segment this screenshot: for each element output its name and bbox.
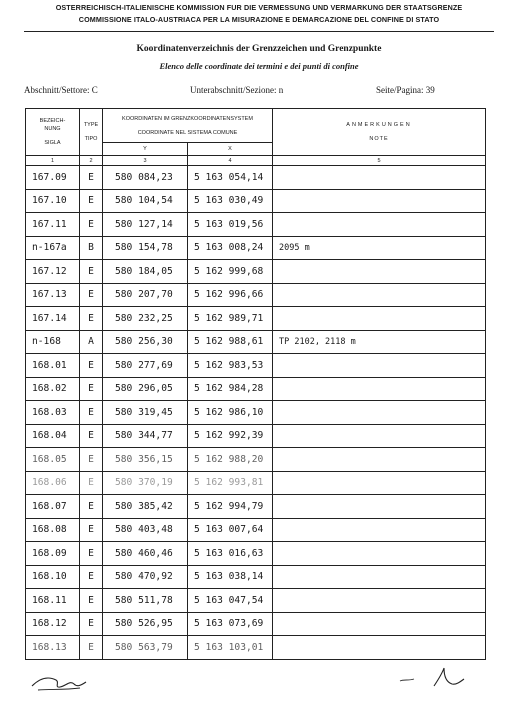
row-note (273, 401, 486, 425)
row-type: E (80, 354, 103, 378)
row-id: 168.06 (26, 471, 80, 495)
subsection-label: Unterabschnitt/Sezione: n (190, 85, 284, 95)
row-type: E (80, 189, 103, 213)
row-type: E (80, 424, 103, 448)
row-note (273, 471, 486, 495)
row-note (273, 589, 486, 613)
col-number: 5 (273, 156, 486, 166)
row-type: E (80, 518, 103, 542)
row-note (273, 213, 486, 237)
col-header-x: X (188, 143, 273, 156)
table-row (26, 448, 486, 472)
row-x: 5 162 988,61 (188, 330, 273, 354)
row-type: E (80, 495, 103, 519)
col-header-notes: ANMERKUNGEN NOTE (273, 109, 486, 156)
row-y: 580 470,92 (103, 565, 188, 589)
table-row (26, 471, 486, 495)
row-id: 168.04 (26, 424, 80, 448)
row-x: 5 162 993,81 (188, 471, 273, 495)
signature-mark (398, 675, 418, 685)
table-row (26, 330, 486, 354)
col-header-type: TYPE TIPO (80, 109, 103, 156)
row-y: 580 104,54 (103, 189, 188, 213)
table-row (26, 565, 486, 589)
row-type: E (80, 589, 103, 613)
row-y: 580 356,15 (103, 448, 188, 472)
row-id: 167.11 (26, 213, 80, 237)
row-type: E (80, 565, 103, 589)
row-note (273, 542, 486, 566)
row-id: 168.03 (26, 401, 80, 425)
row-y: 580 563,79 (103, 636, 188, 660)
row-note (273, 612, 486, 636)
row-note (273, 518, 486, 542)
table-row (26, 189, 486, 213)
row-x: 5 162 983,53 (188, 354, 273, 378)
row-y: 580 154,78 (103, 236, 188, 260)
row-x: 5 163 054,14 (188, 166, 273, 190)
row-id: 168.08 (26, 518, 80, 542)
row-x: 5 162 989,71 (188, 307, 273, 331)
row-type: E (80, 260, 103, 284)
row-y: 580 385,42 (103, 495, 188, 519)
col-header-y: Y (103, 143, 188, 156)
row-y: 580 256,30 (103, 330, 188, 354)
row-x: 5 162 986,10 (188, 401, 273, 425)
document-title-de: Koordinatenverzeichnis der Grenzzeichen und Grenzpunkte (136, 44, 382, 54)
row-y: 580 403,48 (103, 518, 188, 542)
row-type: E (80, 166, 103, 190)
row-x: 5 162 994,79 (188, 495, 273, 519)
row-y: 580 370,19 (103, 471, 188, 495)
row-note: TP 2102, 2118 m (273, 330, 486, 354)
row-type: E (80, 401, 103, 425)
row-x: 5 163 038,14 (188, 565, 273, 589)
row-y: 580 460,46 (103, 542, 188, 566)
row-note (273, 189, 486, 213)
page-number: Seite/Pagina: 39 (376, 85, 435, 95)
row-id: 168.07 (26, 495, 80, 519)
row-type: E (80, 307, 103, 331)
row-note (273, 495, 486, 519)
document-title-it: Elenco delle coordinate dei termini e dei punti di confine (159, 61, 359, 71)
row-note (273, 377, 486, 401)
row-type: E (80, 636, 103, 660)
table-row (26, 612, 486, 636)
row-y: 580 526,95 (103, 612, 188, 636)
row-id: 167.14 (26, 307, 80, 331)
signature-left (30, 672, 90, 694)
table-row (26, 283, 486, 307)
table-row (26, 213, 486, 237)
row-x: 5 163 007,64 (188, 518, 273, 542)
row-x: 5 162 996,66 (188, 283, 273, 307)
row-type: B (80, 236, 103, 260)
table-row (26, 424, 486, 448)
col-header-sigla: BEZEICH- NUNG SIGLA (26, 109, 80, 156)
commission-title-de: OSTERREICHISCH-ITALIENISCHE KOMMISSION FUR DIE VERMESSUNG UND VERMARKUNG DER STAATSGRENZE (55, 3, 463, 12)
row-y: 580 232,25 (103, 307, 188, 331)
row-note (273, 166, 486, 190)
table-row (26, 589, 486, 613)
row-id: 167.13 (26, 283, 80, 307)
row-x: 5 163 019,56 (188, 213, 273, 237)
row-y: 580 184,05 (103, 260, 188, 284)
row-x: 5 163 073,69 (188, 612, 273, 636)
row-x: 5 162 984,28 (188, 377, 273, 401)
row-x: 5 163 016,63 (188, 542, 273, 566)
table-row (26, 636, 486, 660)
row-id: 168.02 (26, 377, 80, 401)
row-y: 580 207,70 (103, 283, 188, 307)
row-y: 580 296,05 (103, 377, 188, 401)
table-row (26, 518, 486, 542)
row-type: E (80, 471, 103, 495)
row-id: n-168 (26, 330, 80, 354)
row-x: 5 163 047,54 (188, 589, 273, 613)
row-x: 5 162 992,39 (188, 424, 273, 448)
row-id: 167.10 (26, 189, 80, 213)
row-id: n-167a (26, 236, 80, 260)
row-id: 168.05 (26, 448, 80, 472)
coordinate-table (25, 108, 486, 660)
row-x: 5 163 103,01 (188, 636, 273, 660)
table-row (26, 495, 486, 519)
table-row (26, 401, 486, 425)
col-number: 1 (26, 156, 80, 166)
commission-title-it: COMMISSIONE ITALO-AUSTRIACA PER LA MISURAZIONE E DEMARCAZIONE DEL CONFINE DI STATO (78, 15, 440, 24)
row-y: 580 277,69 (103, 354, 188, 378)
row-type: E (80, 612, 103, 636)
row-type: E (80, 542, 103, 566)
signature-right (430, 666, 468, 690)
row-id: 168.12 (26, 612, 80, 636)
row-type: E (80, 283, 103, 307)
row-id: 168.11 (26, 589, 80, 613)
row-note (273, 636, 486, 660)
row-note (273, 307, 486, 331)
row-note (273, 448, 486, 472)
col-number: 3 (103, 156, 188, 166)
row-x: 5 162 988,20 (188, 448, 273, 472)
row-id: 168.09 (26, 542, 80, 566)
row-id: 168.10 (26, 565, 80, 589)
col-number: 2 (80, 156, 103, 166)
row-y: 580 084,23 (103, 166, 188, 190)
table-row (26, 354, 486, 378)
row-type: A (80, 330, 103, 354)
row-id: 168.13 (26, 636, 80, 660)
table-row (26, 236, 486, 260)
row-note (273, 283, 486, 307)
table-row (26, 307, 486, 331)
table-row (26, 542, 486, 566)
row-type: E (80, 377, 103, 401)
row-y: 580 511,78 (103, 589, 188, 613)
table-row (26, 260, 486, 284)
row-type: E (80, 448, 103, 472)
col-number: 4 (188, 156, 273, 166)
row-note: 2095 m (273, 236, 486, 260)
row-y: 580 127,14 (103, 213, 188, 237)
row-note (273, 260, 486, 284)
col-header-coordinates: KOORDINATEN IM GRENZKOORDINATENSYSTEM COORDINATE NEL SISTEMA COMUNE (103, 109, 273, 143)
row-x: 5 163 030,49 (188, 189, 273, 213)
row-x: 5 162 999,68 (188, 260, 273, 284)
row-note (273, 354, 486, 378)
section-label: Abschnitt/Settore: C (24, 85, 98, 95)
row-id: 167.09 (26, 166, 80, 190)
table-row (26, 166, 486, 190)
row-x: 5 163 008,24 (188, 236, 273, 260)
row-type: E (80, 213, 103, 237)
row-y: 580 319,45 (103, 401, 188, 425)
table-row (26, 377, 486, 401)
row-note (273, 424, 486, 448)
row-y: 580 344,77 (103, 424, 188, 448)
header-rule (24, 31, 494, 32)
row-id: 167.12 (26, 260, 80, 284)
row-note (273, 565, 486, 589)
row-id: 168.01 (26, 354, 80, 378)
